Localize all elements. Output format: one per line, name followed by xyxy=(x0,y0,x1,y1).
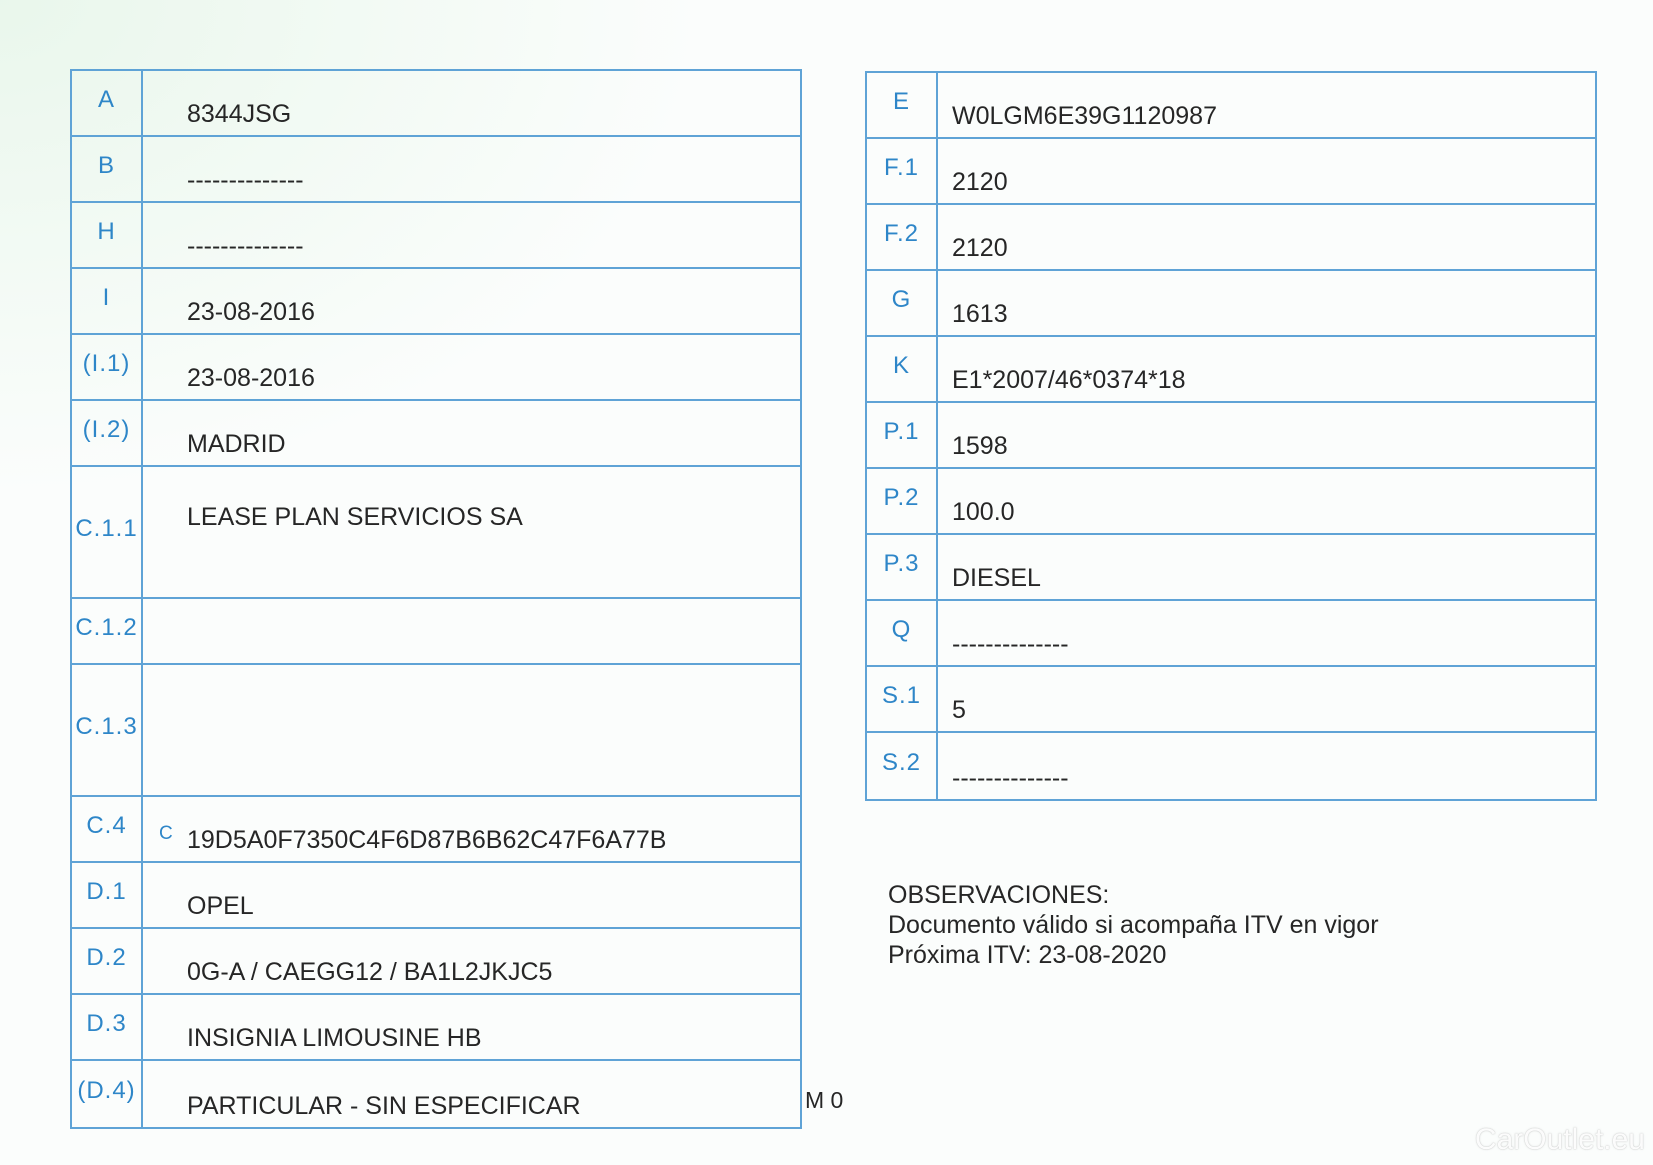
field-code: S.1 xyxy=(867,667,938,731)
field-value: 19D5A0F7350C4F6D87B6B62C47F6A77B xyxy=(187,826,667,854)
field-row-s-2 xyxy=(867,733,1595,799)
field-row-i xyxy=(72,269,800,335)
field-value: PARTICULAR - SIN ESPECIFICAR xyxy=(187,1092,581,1120)
field-row-c-1-2 xyxy=(72,599,800,665)
field-value: OPEL xyxy=(187,892,254,920)
field-value: 1598 xyxy=(952,432,1008,460)
field-code: K xyxy=(867,337,938,401)
field-value: LEASE PLAN SERVICIOS SA xyxy=(187,503,523,531)
field-row-p-3 xyxy=(867,535,1595,601)
field-code: D.3 xyxy=(72,995,143,1059)
field-code: D.1 xyxy=(72,863,143,927)
field-code: C.1.3 xyxy=(72,665,143,795)
field-value-cell xyxy=(143,797,800,861)
footer-code: M 0 xyxy=(805,1087,844,1113)
field-row-q xyxy=(867,601,1595,667)
field-row-d-2 xyxy=(72,929,800,995)
field-code: F.1 xyxy=(867,139,938,203)
field-row-c-1-3 xyxy=(72,665,800,797)
field-value: 23-08-2016 xyxy=(187,298,315,326)
field-code: (I.2) xyxy=(72,401,143,465)
observations-heading: OBSERVACIONES: xyxy=(888,881,1110,909)
field-row-e xyxy=(867,73,1595,139)
field-value: -------------- xyxy=(187,166,304,194)
field-value: DIESEL xyxy=(952,564,1041,592)
field-value: -------------- xyxy=(187,232,304,260)
field-value: 23-08-2016 xyxy=(187,364,315,392)
field-row-p-2 xyxy=(867,469,1595,535)
field-code: (I.1) xyxy=(72,335,143,399)
field-value: -------------- xyxy=(952,630,1069,658)
field-code: C.4 xyxy=(72,797,143,861)
field-row-f-2 xyxy=(867,205,1595,271)
field-code: C.1.1 xyxy=(72,467,143,597)
field-value: 2120 xyxy=(952,168,1008,196)
field-value: INSIGNIA LIMOUSINE HB xyxy=(187,1024,482,1052)
field-code: P.2 xyxy=(867,469,938,533)
field-code: I xyxy=(72,269,143,333)
field-code: G xyxy=(867,271,938,335)
field-value xyxy=(143,599,800,663)
left-fields-table xyxy=(70,69,802,1129)
field-row-h xyxy=(72,203,800,269)
field-row-d-3 xyxy=(72,995,800,1061)
field-row-f-1 xyxy=(867,139,1595,205)
field-row-c-1-1 xyxy=(72,467,800,599)
observations-line: Próxima ITV: 23-08-2020 xyxy=(888,941,1167,969)
observations-line: Documento válido si acompaña ITV en vigor xyxy=(888,911,1379,939)
field-value: 8344JSG xyxy=(187,100,292,128)
field-value: 2120 xyxy=(952,234,1008,262)
field-value xyxy=(143,665,800,795)
field-row-a xyxy=(72,71,800,137)
field-code: F.2 xyxy=(867,205,938,269)
field-value: W0LGM6E39G1120987 xyxy=(952,102,1217,130)
field-row-k xyxy=(867,337,1595,403)
field-code: S.2 xyxy=(867,733,938,799)
field-code: E xyxy=(867,73,938,137)
field-value: -------------- xyxy=(952,764,1069,792)
field-row-s-1 xyxy=(867,667,1595,733)
field-value: 0G-A / CAEGG12 / BA1L2JKJC5 xyxy=(187,958,553,986)
field-code: Q xyxy=(867,601,938,665)
field-prefix: C xyxy=(159,823,173,844)
field-code: A xyxy=(72,71,143,135)
field-value: E1*2007/46*0374*18 xyxy=(952,366,1186,394)
watermark-logo: CarOutlet.eu xyxy=(1474,1123,1645,1156)
field-row-c-4 xyxy=(72,797,800,863)
field-value: 5 xyxy=(952,696,966,724)
field-code: D.2 xyxy=(72,929,143,993)
field-code: P.3 xyxy=(867,535,938,599)
field-code: C.1.2 xyxy=(72,599,143,663)
field-value: 1613 xyxy=(952,300,1008,328)
field-value: MADRID xyxy=(187,430,286,458)
field-value: 100.0 xyxy=(952,498,1015,526)
field-row-p-1 xyxy=(867,403,1595,469)
field-row-i-2 xyxy=(72,401,800,467)
observations-block xyxy=(888,880,1379,970)
field-row-i-1 xyxy=(72,335,800,401)
field-code: P.1 xyxy=(867,403,938,467)
field-row-d-1 xyxy=(72,863,800,929)
field-row-b xyxy=(72,137,800,203)
field-code: B xyxy=(72,137,143,201)
field-row-g xyxy=(867,271,1595,337)
field-code: H xyxy=(72,203,143,267)
field-code: (D.4) xyxy=(72,1061,143,1127)
right-fields-table xyxy=(865,71,1597,801)
field-row-d-4 xyxy=(72,1061,800,1127)
